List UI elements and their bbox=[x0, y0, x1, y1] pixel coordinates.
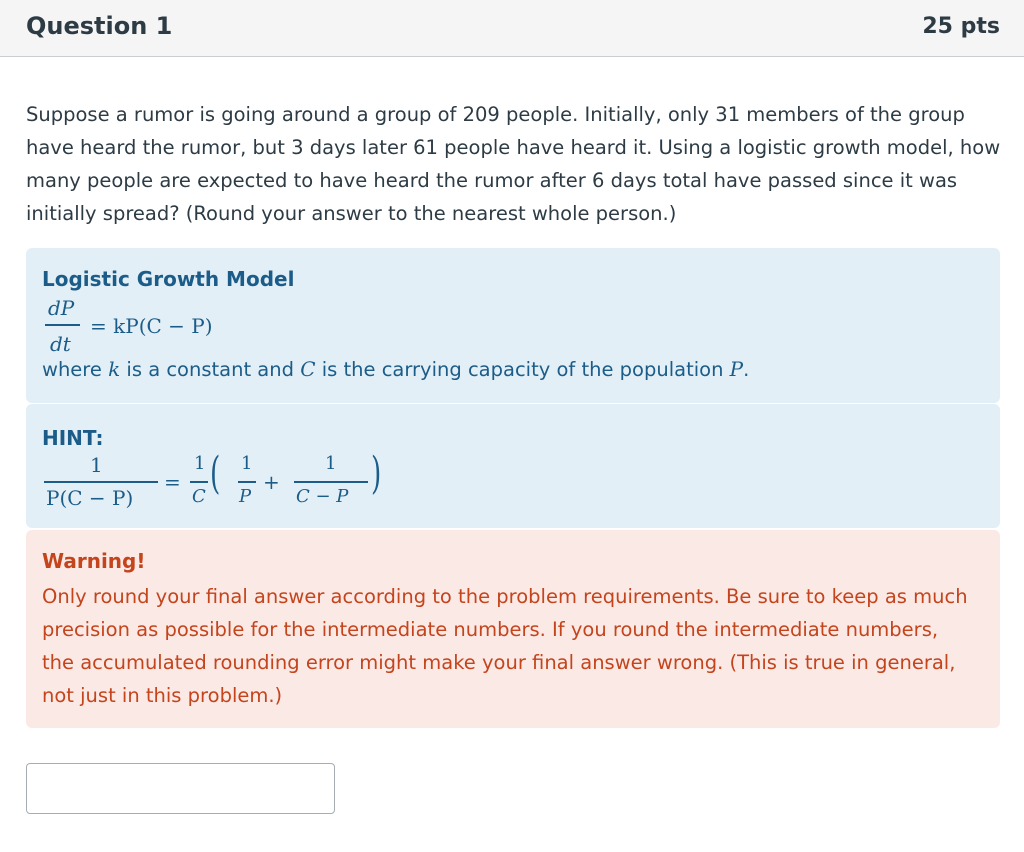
hint-term2-numerator: 1 bbox=[325, 453, 337, 474]
question-points: 25 pts bbox=[922, 14, 1000, 39]
hint-term2-denominator: C − P bbox=[296, 486, 349, 507]
formula-denominator: dt bbox=[50, 332, 71, 356]
hint-box bbox=[26, 404, 1000, 528]
hint-coef-numerator: 1 bbox=[194, 453, 206, 474]
hint-equals: = bbox=[164, 470, 181, 494]
formula-numerator: dP bbox=[48, 296, 75, 320]
warning-text: Only round your final answer according to the problem requirements. Be sure to keep as much precision as possible for the intermediate numbers. If you round the intermediate numbers, the accumulated rounding error might make your final answer wrong. (This is true in general, not just in this problem.) bbox=[42, 585, 968, 707]
hint-plus: + bbox=[263, 470, 280, 494]
warning-title: Warning! bbox=[42, 549, 146, 573]
hint-coef-denominator: C bbox=[192, 486, 206, 507]
hint-lhs-numerator: 1 bbox=[90, 453, 103, 477]
answer-input[interactable] bbox=[26, 763, 335, 814]
hint-term2-bar bbox=[294, 481, 368, 483]
hint-lhs-bar bbox=[44, 481, 158, 483]
question-text: Suppose a rumor is going around a group of 209 people. Initially, only 31 members of the group have heard the rumor, but 3 days later 61 people have heard it. Using a logistic growth model, how many people are expected to have heard the rumor after 6 days total have passed since it was initially spread? (Round your answer to the nearest whole person.) bbox=[26, 103, 1001, 225]
hint-term1-denominator: P bbox=[239, 486, 252, 507]
model-description: where k is a constant and C is the carrying capacity of the population P. bbox=[42, 357, 750, 381]
formula-rhs: = kP(C − P) bbox=[90, 314, 213, 338]
hint-left-paren: ( bbox=[210, 448, 221, 499]
logistic-model-title: Logistic Growth Model bbox=[42, 267, 295, 291]
logistic-model-box bbox=[26, 248, 1000, 403]
hint-coef-bar bbox=[190, 481, 208, 483]
warning-box bbox=[26, 530, 1000, 728]
hint-term1-bar bbox=[238, 481, 256, 483]
hint-right-paren: ) bbox=[371, 448, 382, 499]
question-header bbox=[0, 0, 1024, 57]
hint-lhs-denominator: P(C − P) bbox=[46, 486, 134, 510]
hint-term1-numerator: 1 bbox=[241, 453, 253, 474]
formula-fraction-bar bbox=[45, 324, 80, 326]
hint-title: HINT: bbox=[42, 426, 104, 450]
question-title: Question 1 bbox=[26, 12, 173, 40]
